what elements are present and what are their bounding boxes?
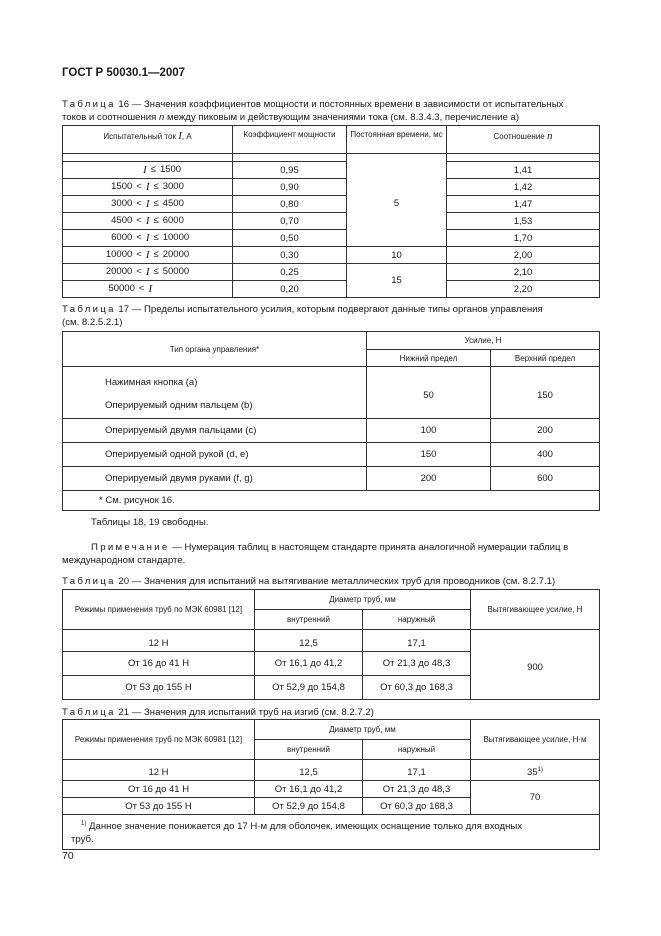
bend-force: 70 — [471, 781, 600, 815]
table-row — [63, 373, 600, 393]
table20 — [62, 589, 600, 700]
bend-force: 35$^{1)}$ — [471, 766, 600, 781]
current-range: I ≤ 1500 — [63, 162, 233, 179]
lower-limit: 200 — [367, 467, 491, 491]
pull-force: 900 — [471, 636, 600, 700]
caption-number: 16 — [118, 99, 130, 110]
ratio: 1,47 — [447, 196, 600, 213]
table20-col-inner: внутренний — [255, 610, 363, 630]
power-factor: 0,25 — [233, 264, 347, 281]
caption-number: 20 — [118, 576, 130, 587]
upper-limit: 200 — [491, 419, 600, 443]
ratio: 1,70 — [447, 230, 600, 247]
caption-variable: n — [159, 112, 165, 123]
table21-col-outer: наружный — [363, 740, 471, 760]
caption-label: Таблица — [62, 707, 116, 718]
outer-diameter: От 21,3 до 48,3 — [363, 781, 471, 798]
table-row — [63, 467, 600, 491]
table20-col-force: Вытягивающее усилие, Н — [471, 590, 600, 630]
control-type: Оперируемый двумя пальцами (c) — [63, 419, 367, 443]
table17-col-upper: Верхний предел — [491, 350, 600, 367]
table21 — [62, 719, 600, 850]
usage-mode: От 16 до 41 H — [63, 781, 255, 798]
outer-diameter: От 60,3 до 168,3 — [363, 798, 471, 815]
table16-col-power-factor: Коэффициент мощности — [233, 126, 347, 154]
inner-diameter: От 52,9 до 154,8 — [255, 798, 363, 815]
table21-caption — [62, 706, 607, 719]
outer-diameter: 17,1 — [363, 636, 471, 652]
caption-text: — Значения коэффициентов мощности и постоянных времени в зависимости от испытательных — [131, 99, 564, 110]
inner-diameter: От 16,1 до 41,2 — [255, 652, 363, 676]
table-row — [63, 419, 600, 443]
caption-text: между пиковым и действующим значениями тока (см. 8.3.4.3, перечисление а) — [164, 112, 520, 123]
note-text: — Нумерация таблиц в настоящем стандарте принята аналогичной нумерации таблиц в — [169, 542, 569, 553]
document-id: ГОСТ Р 50030.1—2007 — [62, 67, 186, 79]
lower-limit: 50 — [367, 373, 491, 419]
caption-text: — Пределы испытательного усилия, которым подвергают данные типы органов управления — [131, 304, 543, 315]
table-row — [63, 162, 600, 179]
usage-mode: 12 H — [63, 636, 255, 652]
table21-col-mode: Режимы применения труб по МЭК 60981 [12] — [63, 720, 255, 760]
table17-col-force: Усилие, Н — [367, 332, 600, 350]
table21-col-force: Вытягивающее усилие, Н·м — [471, 720, 600, 760]
power-factor: 0,70 — [233, 213, 347, 230]
control-type: Оперируемый двумя руками (f, g) — [63, 467, 367, 491]
upper-limit: 400 — [491, 443, 600, 467]
lower-limit: 100 — [367, 419, 491, 443]
outer-diameter: От 21,3 до 48,3 — [363, 652, 471, 676]
caption-number: 17 — [118, 304, 130, 315]
ratio: 1,41 — [447, 162, 600, 179]
table-row — [63, 766, 600, 781]
table21-col-diameter: Диаметр труб, мм — [255, 720, 471, 740]
lower-limit: 150 — [367, 443, 491, 467]
caption-text: — Значения для испытаний труб на изгиб (см. 8.2.7.2) — [131, 707, 374, 718]
inner-diameter: От 52,9 до 154,8 — [255, 676, 363, 700]
ratio: 2,10 — [447, 264, 600, 281]
table17-caption — [62, 303, 602, 329]
current-range: 4500 < I ≤ 6000 — [63, 213, 233, 230]
ratio: 2,00 — [447, 247, 600, 264]
table16 — [62, 125, 600, 298]
outer-diameter: От 60,3 до 168,3 — [363, 676, 471, 700]
caption-label: Таблица — [62, 99, 116, 110]
time-constant: 10 — [347, 247, 447, 264]
page-number: 70 — [62, 850, 74, 862]
table-row — [63, 636, 600, 652]
power-factor: 0,50 — [233, 230, 347, 247]
table16-col-current: Испытательный ток I, А — [63, 126, 233, 154]
table20-caption — [62, 575, 607, 588]
table17-col-type: Тип органа управления* — [63, 332, 367, 367]
table-row — [63, 230, 600, 247]
table-row — [63, 179, 600, 196]
inner-diameter: 12,5 — [255, 636, 363, 652]
power-factor: 0,80 — [233, 196, 347, 213]
caption-text: — Значения для испытаний на вытягивание металлических труб для проводников (см. 8.2.7.1) — [131, 576, 556, 587]
power-factor: 0,95 — [233, 162, 347, 179]
usage-mode: От 16 до 41 H — [63, 652, 255, 676]
current-range: 3000 < I ≤ 4500 — [63, 196, 233, 213]
upper-limit: 600 — [491, 467, 600, 491]
table-row — [63, 264, 600, 281]
table17-col-lower: Нижний предел — [367, 350, 491, 367]
ratio: 1,42 — [447, 179, 600, 196]
note-block — [91, 541, 601, 554]
current-range: 1500 < I ≤ 3000 — [63, 179, 233, 196]
ratio: 1,53 — [447, 213, 600, 230]
free-tables-note: Таблицы 18, 19 свободны. — [91, 517, 209, 528]
table17 — [62, 331, 600, 511]
inner-diameter: От 16,1 до 41,2 — [255, 781, 363, 798]
current-range: 6000 < I ≤ 10000 — [63, 230, 233, 247]
caption-label: Таблица — [62, 304, 116, 315]
note-label: Примечание — [91, 542, 170, 553]
table21-footnote: $^{1)}$ Данное значение понижается до 17 Н·м для оболочек, имеющих оснащение только для входных труб. — [63, 815, 600, 850]
table20-col-outer: наружный — [363, 610, 471, 630]
table17-footnote: * См. рисунок 16. — [63, 491, 600, 511]
time-constant: 5 — [347, 162, 447, 247]
table16-caption — [62, 98, 602, 124]
caption-text: (см. 8.2.5.2.1) — [62, 317, 123, 328]
table16-col-time-constant: Постоянная времени, мс — [347, 126, 447, 154]
usage-mode: От 53 до 155 H — [63, 798, 255, 815]
table-row — [63, 196, 600, 213]
table-row — [63, 213, 600, 230]
caption-text: токов и соотношения — [62, 112, 159, 123]
table-row — [63, 781, 600, 798]
table21-col-inner: внутренний — [255, 740, 363, 760]
table16-col-ratio: Соотношение n — [447, 126, 600, 154]
table20-col-mode: Режимы применения труб по МЭК 60981 [12] — [63, 590, 255, 630]
upper-limit: 150 — [491, 373, 600, 419]
control-type: Оперируемый одной рукой (d, e) — [63, 443, 367, 467]
current-range: 10000 < I ≤ 20000 — [63, 247, 233, 264]
table-row — [63, 247, 600, 264]
note-text-line2: международном стандарте. — [62, 555, 186, 566]
table-row — [63, 443, 600, 467]
current-range: 20000 < I ≤ 50000 — [63, 264, 233, 281]
usage-mode: 12 H — [63, 766, 255, 781]
outer-diameter: 17,1 — [363, 766, 471, 781]
power-factor: 0,30 — [233, 247, 347, 264]
caption-label: Таблица — [62, 576, 116, 587]
control-type: Оперируемый одним пальцем (b) — [63, 393, 367, 419]
ratio: 2,20 — [447, 281, 600, 298]
power-factor: 0,90 — [233, 179, 347, 196]
table20-col-diameter: Диаметр труб, мм — [255, 590, 471, 610]
current-range: 50000 < I — [63, 281, 233, 298]
usage-mode: От 53 до 155 H — [63, 676, 255, 700]
time-constant: 15 — [347, 264, 447, 298]
control-type: Нажимная кнопка (a) — [63, 373, 367, 393]
table-row — [63, 281, 600, 298]
inner-diameter: 12,5 — [255, 766, 363, 781]
power-factor: 0,20 — [233, 281, 347, 298]
caption-number: 21 — [118, 707, 130, 718]
